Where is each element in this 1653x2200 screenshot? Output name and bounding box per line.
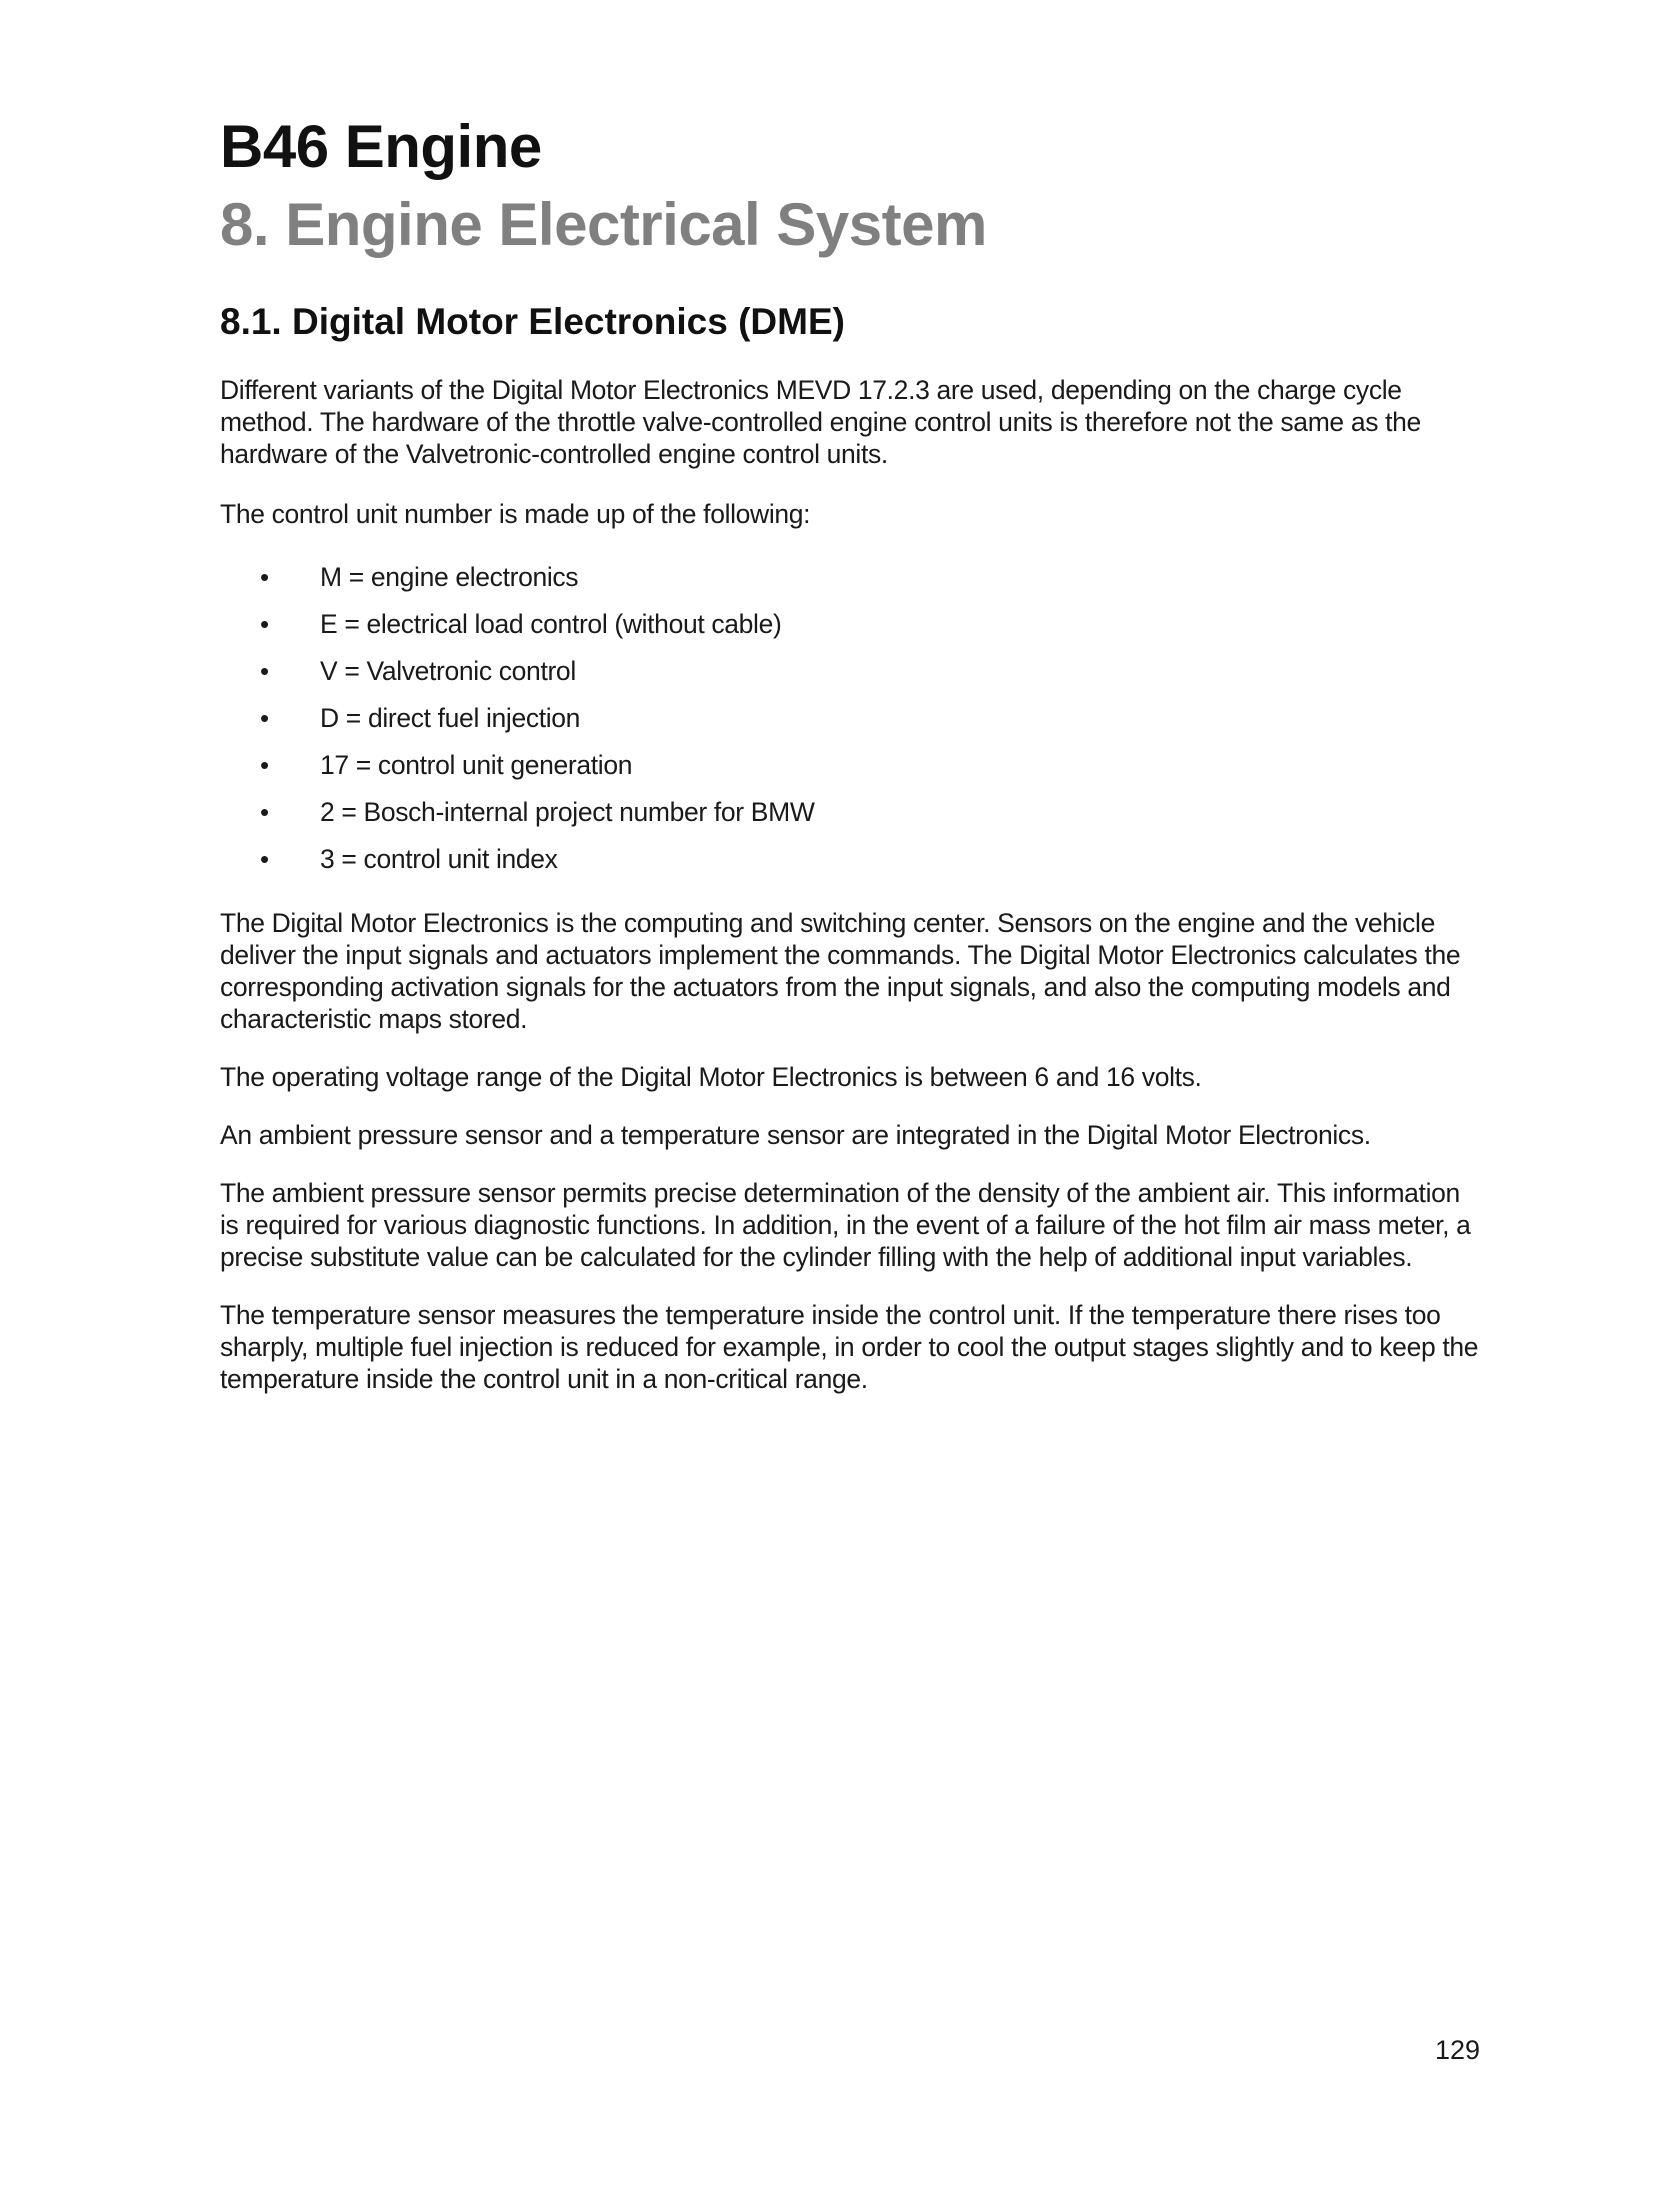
intro-paragraph: Different variants of the Digital Motor Electronics MEVD 17.2.3 are used, depending on the charge cycle method. The hardware of the throttle valve-controlled engine control units is therefore not the same as the hardware of the Valvetronic-controlled engine control units. xyxy=(220,375,1421,469)
list-item xyxy=(220,648,1480,695)
list-item xyxy=(220,554,1480,601)
body-paragraph-ambient-pressure: The ambient pressure sensor permits precise determination of the density of the ambient air. This information is required for various diagnostic functions. In addition, in the event of a failure of the hot film air mass meter, a precise substitute value can be calculated for the cylinder filling with the help of additional input variables. xyxy=(220,1178,1471,1272)
list-item-text: M = engine electronics xyxy=(320,562,579,592)
bullet-icon: • xyxy=(260,562,269,592)
list-item-text: D = direct fuel injection xyxy=(320,703,581,733)
list-item xyxy=(220,789,1480,836)
section-heading: 8.1. Digital Motor Electronics (DME) xyxy=(220,301,845,342)
list-item-text: 2 = Bosch-internal project number for BMW xyxy=(320,797,815,827)
document-title: B46 Engine xyxy=(220,113,542,180)
page-number: 129 xyxy=(1434,2035,1480,2065)
bullet-icon: • xyxy=(260,656,269,686)
bullet-icon: • xyxy=(260,797,269,827)
body-paragraph-temperature-sensor: The temperature sensor measures the temperature inside the control unit. If the temperature there rises too sharply, multiple fuel injection is reduced for example, in order to cool the output stages slightly and to keep the temperature inside the control unit in a non-critical range. xyxy=(220,1300,1479,1394)
bullet-icon: • xyxy=(260,703,269,733)
list-item-text: E = electrical load control (without cable) xyxy=(320,609,782,639)
list-item xyxy=(220,695,1480,742)
list-item xyxy=(220,601,1480,648)
control-unit-number-list xyxy=(220,554,1480,883)
body-paragraph-computing-center: The Digital Motor Electronics is the computing and switching center. Sensors on the engine and the vehicle deliver the input signals and actuators implement the commands. The Digital Motor Electronics calculates the corresponding activation signals for the actuators from the input signals, and also the computing models and characteristic maps stored. xyxy=(220,908,1461,1034)
list-item-text: 17 = control unit generation xyxy=(320,750,633,780)
body-paragraph-integrated-sensors: An ambient pressure sensor and a temperature sensor are integrated in the Digital Motor Electronics. xyxy=(220,1120,1371,1150)
list-item-text: 3 = control unit index xyxy=(320,844,558,874)
chapter-title: 8. Engine Electrical System xyxy=(220,191,987,258)
bullet-icon: • xyxy=(260,609,269,639)
body-paragraph-voltage-range: The operating voltage range of the Digital Motor Electronics is between 6 and 16 volts. xyxy=(220,1062,1202,1092)
list-item xyxy=(220,742,1480,789)
bullet-icon: • xyxy=(260,844,269,874)
list-item-text: V = Valvetronic control xyxy=(320,656,576,686)
list-lead-paragraph: The control unit number is made up of the following: xyxy=(220,499,811,529)
document-page xyxy=(220,112,1480,1395)
bullet-icon: • xyxy=(260,750,269,780)
list-item xyxy=(220,836,1480,883)
